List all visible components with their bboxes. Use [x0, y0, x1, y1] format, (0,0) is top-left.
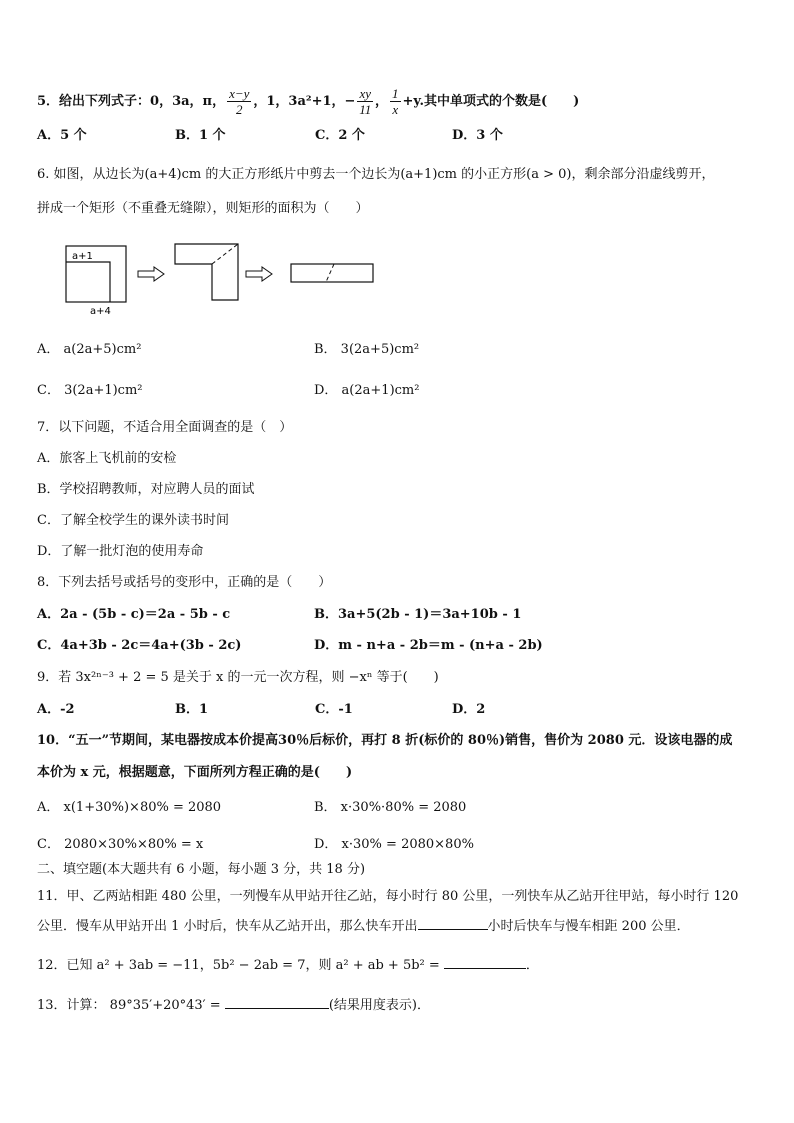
q10-stem-line1: 10．“五一”节期间，某电器按成本价提高30％后标价，再打 8 折(标价的 80％)销售，售价为 2080 元．设该电器的成 — [37, 733, 733, 748]
q6-figure — [60, 240, 390, 316]
q7-option-b[interactable]: B．学校招聘教师，对应聘人员的面试 — [37, 482, 255, 497]
rectangle-cut-line — [326, 264, 334, 282]
q10-option-d[interactable]: D． x·30% = 2080×80% — [314, 837, 474, 852]
q8-option-d[interactable]: D．m - n+a - 2b＝m - (n+a - 2b) — [314, 638, 543, 653]
q11-answer-blank[interactable] — [418, 917, 488, 930]
fig-label-big: a+4 — [90, 306, 111, 316]
q13-answer-blank[interactable] — [225, 996, 329, 1009]
arrow-right-icon — [246, 267, 272, 281]
l-shape-cut-line — [212, 244, 238, 264]
q8-option-a[interactable]: A．2a - (5b - c)＝2a - 5b - c — [37, 607, 231, 622]
q6-option-d[interactable]: D． a(2a+1)cm² — [314, 383, 420, 398]
q12-stem: 12．已知 a² + 3ab = −11，5b² − 2ab = 7，则 a² + ab + 5b² = ． — [37, 958, 539, 973]
q7-option-d[interactable]: D．了解一批灯泡的使用寿命 — [37, 544, 204, 559]
q9-option-c[interactable]: C．-1 — [315, 702, 353, 717]
small-square-cutout — [66, 262, 110, 302]
q9-option-a[interactable]: A．-2 — [37, 702, 75, 717]
q8-option-c[interactable]: C．4a+3b - 2c＝4a+(3b - 2c) — [37, 638, 242, 653]
q9-option-b[interactable]: B．1 — [175, 702, 209, 717]
q13-stem: 13．计算： 89°35′+20°43′ = (结果用度表示)． — [37, 998, 430, 1013]
q6-option-a[interactable]: A． a(2a+5)cm² — [37, 342, 142, 357]
fig-label-small: a+1 — [72, 251, 93, 262]
q7-option-a[interactable]: A．旅客上飞机前的安检 — [37, 451, 177, 466]
q6-option-b[interactable]: B． 3(2a+5)cm² — [314, 342, 420, 357]
q9-option-d[interactable]: D．2 — [452, 702, 486, 717]
q5-stem: 5．给出下列式子：0，3a，π， $\frac{x-y}{2}$ ，1，3a²+1，− $\frac{xy}{11}$ ， $\frac{1}{x}$ +y.其中单项式的个数是( ) — [37, 86, 580, 117]
q6-option-c[interactable]: C． 3(2a+1)cm² — [37, 383, 143, 398]
q9-stem: 9．若 3x²ⁿ⁻³ + 2 = 5 是关于 x 的一元一次方程，则 −xⁿ 等于( ) — [37, 670, 439, 685]
q5-option-d[interactable]: D．3 个 — [452, 128, 503, 143]
q10-option-c[interactable]: C． 2080×30%×80% = x — [37, 837, 204, 852]
q8-stem: 8．下列去括号或括号的变形中，正确的是（ ） — [37, 575, 332, 590]
arrow-right-icon — [138, 267, 164, 281]
result-rectangle — [291, 264, 373, 282]
q5-frac-3: $\frac{1}{x}$ — [392, 86, 399, 117]
q5-option-b[interactable]: B．1 个 — [175, 128, 226, 143]
q7-stem: 7．以下问题，不适合用全面调查的是（ ） — [37, 420, 293, 435]
section-2-heading: 二、填空题(本大题共有 6 小题，每小题 3 分，共 18 分) — [37, 862, 366, 877]
q11-stem-line2: 公里．慢车从甲站开出 1 小时后，快车从乙站开出，那么快车开出 小时后快车与慢车相距 200 公里． — [37, 919, 690, 934]
q10-option-b[interactable]: B． x·30%·80% = 2080 — [314, 800, 467, 815]
q8-option-b[interactable]: B．3a+5(2b - 1)＝3a+10b - 1 — [314, 607, 522, 622]
q7-option-c[interactable]: C．了解全校学生的课外读书时间 — [37, 513, 229, 528]
q5-frac-1: $\frac{x-y}{2}$ — [229, 86, 250, 117]
q12-answer-blank[interactable] — [444, 956, 526, 969]
q5-option-c[interactable]: C．2 个 — [315, 128, 365, 143]
q5-frac-2: $\frac{xy}{11}$ — [359, 86, 372, 117]
q10-option-a[interactable]: A． x(1+30%)×80% = 2080 — [37, 800, 222, 815]
q11-stem-line1: 11．甲、乙两站相距 480 公里，一列慢车从甲站开往乙站，每小时行 80 公里，一列快车从乙站开往甲站，每小时行 120 — [37, 889, 739, 904]
q6-stem-line2: 拼成一个矩形（不重叠无缝隙），则矩形的面积为（ ） — [37, 201, 369, 216]
l-shape — [175, 244, 238, 300]
q10-stem-line2: 本价为 x 元，根据题意，下面所列方程正确的是( ) — [37, 765, 353, 780]
q5-option-a[interactable]: A．5 个 — [37, 128, 87, 143]
q6-stem-line1: 6. 如图，从边长为(a+4)cm 的大正方形纸片中剪去一个边长为(a+1)cm 的小正方形(a > 0)，剩余部分沿虚线剪开， — [37, 167, 715, 182]
